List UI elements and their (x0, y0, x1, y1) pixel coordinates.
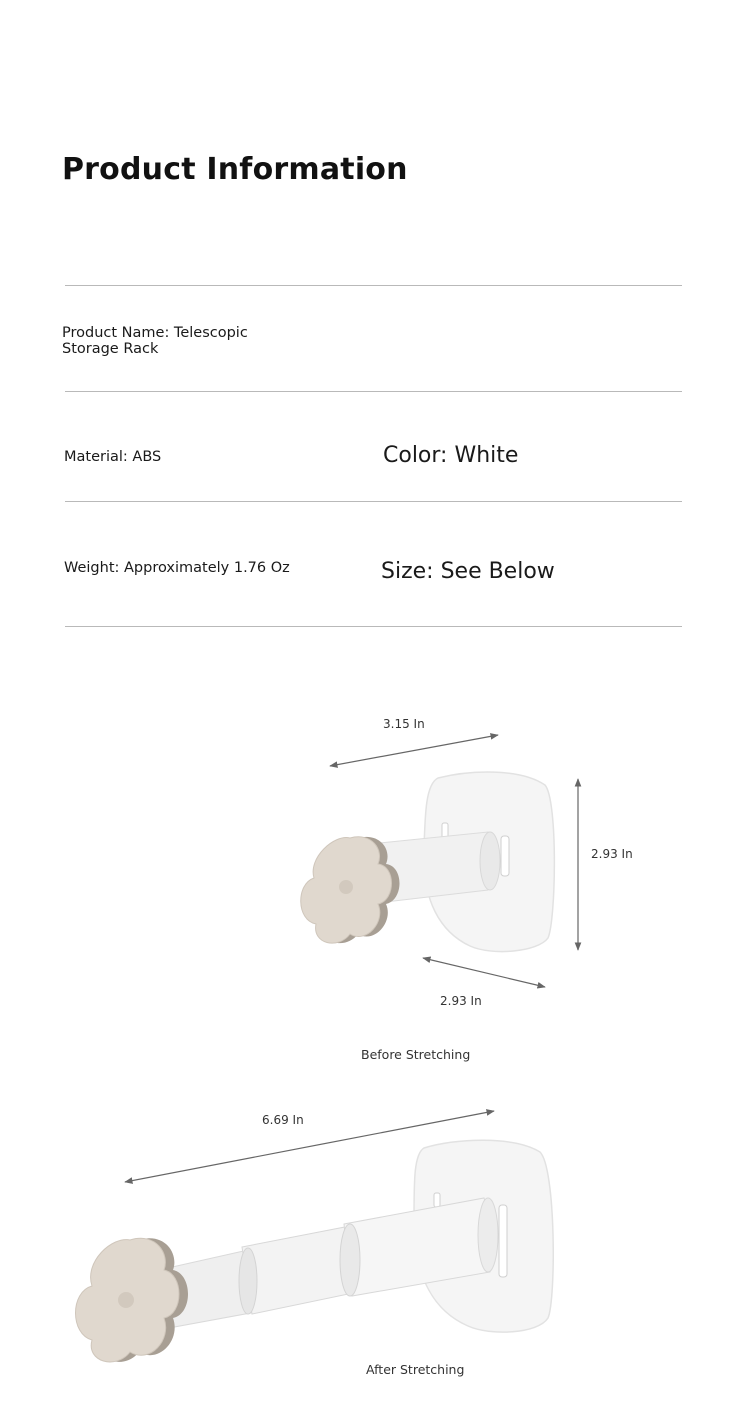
page-title: Product Information (62, 152, 408, 187)
product-name-label: Product Name: Telescopic Storage Rack (62, 325, 248, 357)
depth-dimension-label: 2.93 In (440, 994, 482, 1008)
size-label: Size: See Below (381, 559, 555, 584)
mounting-slot (434, 1193, 440, 1207)
weight-label: Weight: Approximately 1.76 Oz (64, 560, 290, 576)
figure-caption-after: After Stretching (366, 1362, 465, 1377)
figure-caption-before: Before Stretching (361, 1047, 471, 1062)
width-dimension-label: 3.15 In (383, 717, 425, 731)
flower-knob (76, 1238, 189, 1362)
length-dimension-label: 6.69 In (262, 1113, 304, 1127)
material-label: Material: ABS (64, 449, 162, 465)
height-dimension-label: 2.93 In (591, 847, 633, 861)
mounting-slot (499, 1205, 507, 1277)
color-label: Color: White (383, 443, 519, 468)
